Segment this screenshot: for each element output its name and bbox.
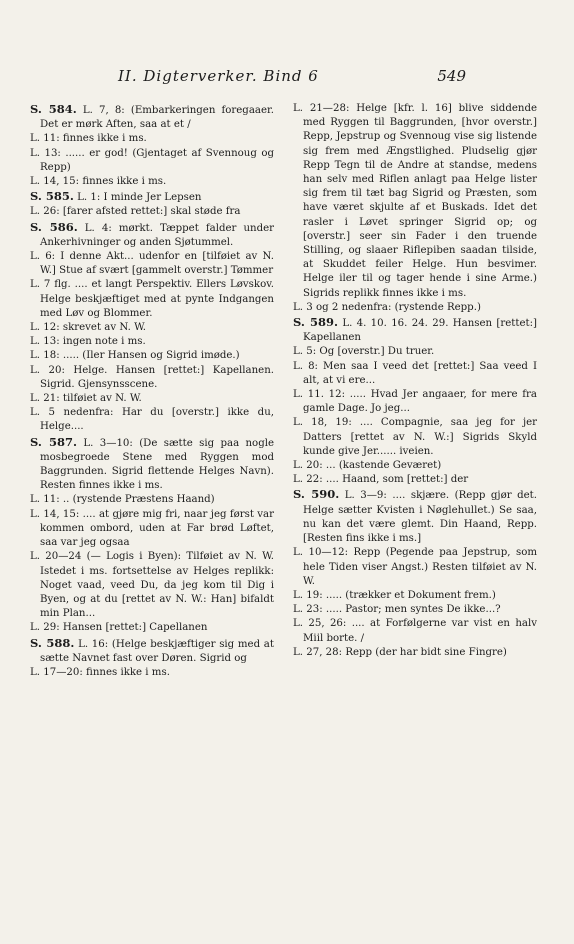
note-text: L. 17—20: finnes ikke i ms. — [30, 666, 170, 678]
note-text: L. 14, 15: finnes ikke i ms. — [30, 176, 167, 188]
note-entry — [30, 132, 274, 146]
note-text: L. 18: ..... (Iler Hansen og Sigrid imøde.) — [30, 350, 240, 362]
note-entry — [293, 617, 537, 645]
note-entry — [30, 406, 274, 434]
note-text: L. 13: ingen note i ms. — [30, 336, 146, 348]
section-marker: S. 588. — [30, 635, 75, 650]
note-entry — [293, 345, 537, 359]
note-text: L. 13: ...... er god! (Gjentaget af Svennoug og Repp) — [30, 147, 274, 173]
note-text: L. 7 flg. .... et langt Perspektiv. Ellers Løvskov. Helge beskjæftiget med at pynte Indgangen med Løv og Blommer. — [30, 279, 274, 319]
note-text: L. 10—12: Repp (Pegende paa Jepstrup, som hele Tiden viser Angst.) Resten tilføiet av N. W. — [293, 547, 537, 587]
note-entry — [293, 487, 537, 546]
text-columns — [30, 102, 537, 680]
note-entry — [293, 102, 537, 301]
note-text: L. 12: skrevet av N. W. — [30, 322, 147, 334]
note-text: L. 4: mørkt. Tæppet falder under Ankerhivninger og anden Sjøtummel. — [40, 222, 274, 248]
note-entry — [30, 636, 274, 666]
note-entry — [293, 473, 537, 487]
note-text: L. 11: .. (rystende Præstens Haand) — [30, 494, 215, 506]
note-text: L. 19: ..... (trækker et Dokument frem.) — [293, 589, 496, 601]
note-entry — [30, 508, 274, 551]
note-entry — [30, 189, 274, 205]
page-number: 549 — [437, 67, 466, 85]
section-marker: S. 590. — [293, 487, 340, 502]
section-marker: S. 587. — [30, 434, 78, 449]
note-text: L. 23: ..... Pastor; men syntes De ikke...? — [293, 604, 501, 616]
note-entry — [293, 301, 537, 315]
note-entry — [30, 335, 274, 349]
note-entry — [30, 349, 274, 363]
note-text: L. 5: Og [overstr.] Du truer. — [293, 346, 435, 358]
note-text: L. 14, 15: .... at gjøre mig fri, naar jeg først var kommen ombord, uden at Far brød Løftet, saa var jeg ogsaa — [30, 508, 274, 549]
note-entry — [30, 392, 274, 406]
note-entry — [30, 493, 274, 507]
note-text: L. 11: finnes ikke i ms. — [30, 133, 147, 145]
note-text: L. 11. 12: ..... Hvad Jer angaaer, for mere fra gamle Dage. Jo jeg... — [293, 389, 537, 415]
note-text: L. 7, 8: (Embarkeringen foregaaer. Det er mørk Aften, saa at et / — [40, 105, 274, 131]
note-entry — [30, 621, 274, 635]
section-marker: S. 586. — [30, 219, 78, 234]
note-text: L. 26: [farer afsted rettet:] skal støde fra — [30, 206, 241, 218]
note-entry — [293, 360, 537, 388]
page-header — [0, 67, 574, 89]
note-text: L. 22: .... Haand, som [rettet:] der — [293, 474, 469, 486]
note-entry — [293, 646, 537, 660]
note-entry — [30, 147, 274, 175]
note-text: L. 25, 26: .... at Forfølgerne var vist en halv Miil borte. / — [293, 618, 537, 644]
note-text: L. 4. 10. 16. 24. 29. Hansen [rettet:] Kapellanen — [303, 318, 537, 344]
note-entry — [293, 388, 537, 416]
note-entry — [293, 416, 537, 459]
note-text: L. 6: I denne Akt... udenfor en [tilføiet av N. W.] Stue af svært [gammelt overstr.] Tømmer — [30, 251, 274, 277]
note-text: L. 18, 19: .... Compagnie, saa jeg for jer Datters [rettet av N. W.:] Sigrids Skyld kunde give Jer...... iveien. — [293, 417, 537, 457]
right-column — [293, 102, 537, 680]
note-text: L. 20—24 (— Logis i Byen): Tilføiet av N. W. Istedet i ms. fortsettelse av Helges replikk: Noget vaad, veed Du, da jeg kom til Dig i Byen, og at du [rettet av N. W.: Han] bifaldt min Plan... — [30, 551, 274, 620]
note-text: L. 21—28: Helge [kfr. l. 16] blive siddende med Ryggen til Baggrunden, [hvor overstr.] Repp, Jepstrup og Svennoug vise sig listende sig frem med Ængstlighed. Pludselig gjør Repp Tegn til de Andre at standse, medens han selv med Riflen anlagt paa Helge lister sig frem til tæt bag Sigrid og Præsten, som have været skjulte af et Buskads. Idet det rasler i Løvet springer Sigrid op; og [overstr.] seer sin Fader i den truende Stilling, og slaaer Riflepiben saadan tilside, at Skuddet feiler Helge. Hun besvimer. Helge iler til og tager hende i sine Arme.) Sigrids replikk finnes ikke i ms. — [293, 103, 537, 299]
note-entry — [30, 666, 274, 680]
left-column — [30, 102, 274, 680]
note-text: L. 29: Hansen [rettet:] Capellanen — [30, 622, 208, 634]
running-head: II. Digterverker. Bind 6 — [118, 67, 319, 85]
note-text: L. 21: tilføiet av N. W. — [30, 393, 142, 405]
note-text: L. 3 og 2 nedenfra: (rystende Repp.) — [293, 301, 481, 313]
note-entry — [30, 250, 274, 278]
note-entry — [30, 205, 274, 219]
note-text: L. 3—10: (De sætte sig paa nogle mosbegroede Stene med Ryggen mod Baggrunden. Sigrid flettende Helges Navn). Resten finnes ikke i ms. — [40, 437, 275, 492]
note-entry — [293, 315, 537, 345]
note-entry — [30, 550, 274, 621]
section-marker: S. 589. — [293, 315, 338, 330]
note-text: L. 1: I minde Jer Lepsen — [73, 192, 202, 204]
note-text: L. 5 nedenfra: Har du [overstr.] ikke du, Helge.... — [30, 407, 274, 433]
note-entry — [30, 175, 274, 189]
note-entry — [30, 364, 274, 392]
note-text: L. 8: Men saa I veed det [rettet:] Saa veed I alt, at vi ere... — [293, 360, 537, 386]
note-text: L. 20: Helge. Hansen [rettet:] Kapellanen. Sigrid. Gjensynsscene. — [30, 364, 274, 390]
section-marker: S. 585. — [30, 189, 74, 204]
note-text: L. 16: (Helge beskjæftiger sig med at sætte Navnet fast over Døren. Sigrid og — [40, 638, 274, 664]
note-entry — [30, 435, 274, 494]
note-entry — [30, 220, 274, 250]
section-marker: S. 584. — [30, 102, 77, 116]
note-text: L. 27, 28: Repp (der har bidt sine Fingre) — [293, 646, 507, 658]
note-entry — [293, 589, 537, 603]
note-entry — [293, 459, 537, 473]
note-entry — [30, 102, 274, 132]
note-entry — [30, 278, 274, 321]
note-entry — [293, 603, 537, 617]
note-entry — [293, 546, 537, 589]
note-text: L. 20: ... (kastende Geværet) — [293, 460, 442, 472]
note-entry — [30, 321, 274, 335]
note-text: L. 3—9: .... skjære. (Repp gjør det. Helge sætter Kvisten i Nøglehullet.) Se saa, nu kan det være glemt. Din Haand, Repp. [Resten fins ikke i ms.] — [303, 490, 537, 545]
